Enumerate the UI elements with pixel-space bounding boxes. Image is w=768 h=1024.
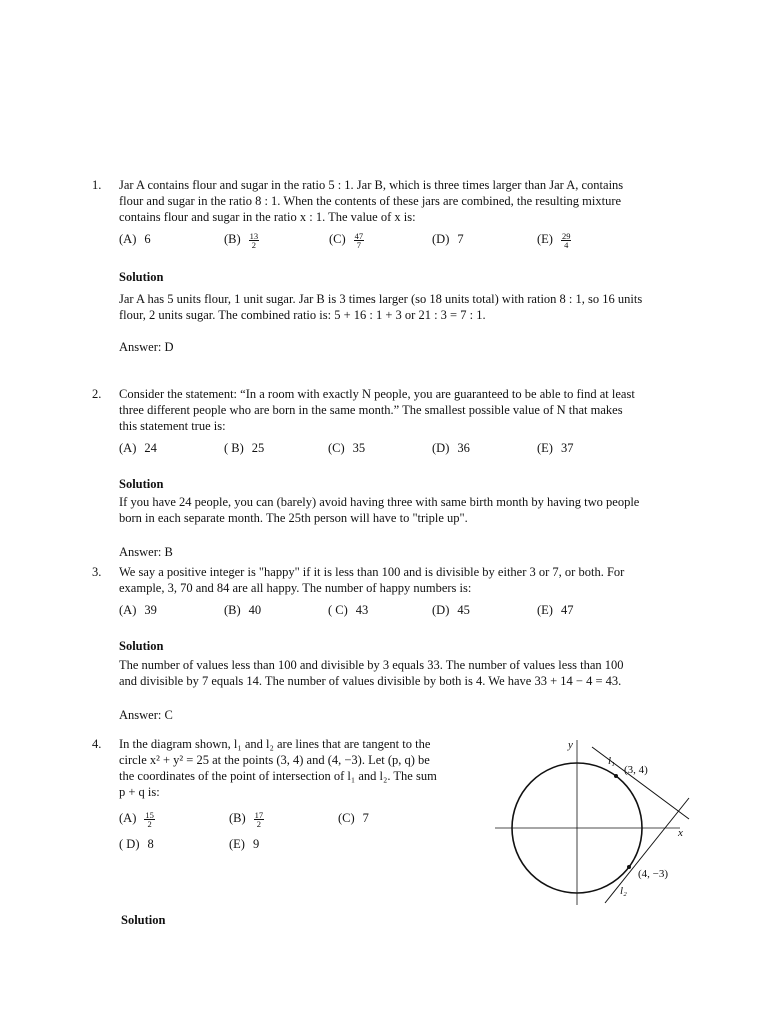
choice-e: (E) 9 — [229, 837, 260, 851]
answer-choices-row-2 — [119, 836, 499, 854]
choice-c: (C) $\frac{47}{7}$ — [329, 230, 364, 250]
solution-text: The number of values less than 100 and divisible by 3 equals 33. The number of values less than 100 and divisible by 7 equals 14. The number of values divisible by both is 4. We have 33 + 14 − 4 = 43. — [119, 658, 624, 688]
choice-d: ( D) 8 — [119, 837, 154, 851]
l2-label: l₂ — [620, 885, 627, 897]
choice-b: (B) $\frac{13}{2}$ — [224, 230, 259, 250]
solution-heading: Solution — [119, 639, 164, 653]
point-2-label: (4, −3) — [638, 868, 669, 880]
choice-b: (B) 40 — [224, 603, 262, 617]
problem-statement — [119, 177, 679, 225]
choice-e: (E) $\frac{29}{4}$ — [537, 230, 571, 250]
problem-number: 1. — [92, 178, 102, 192]
choice-b: (B) $\frac{17}{2}$ — [229, 809, 264, 829]
statement-line: flour and sugar in the ratio 8 : 1. When the contents of these jars are combined, the resulting mixture — [119, 194, 622, 208]
statement-line: Jar A contains flour and sugar in the ratio 5 : 1. Jar B, which is three times larger than Jar A, contains — [119, 178, 624, 192]
choice-a: (A) 24 — [119, 441, 157, 455]
tangent-lines-diagram — [495, 735, 705, 910]
answer: Answer: B — [119, 545, 173, 559]
choice-e: (E) 47 — [537, 603, 574, 617]
choice-d: (D) 45 — [432, 603, 470, 617]
solution-heading: Solution — [119, 477, 164, 491]
tangent-point-1 — [614, 774, 618, 778]
y-axis-label: y — [568, 739, 573, 751]
answer-choices — [119, 231, 679, 249]
choice-e: (E) 37 — [537, 441, 574, 455]
statement-line: contains flour and sugar in the ratio x : 1. The value of x is: — [119, 210, 416, 224]
problem-statement: We say a positive integer is "happy" if it is less than 100 and is divisible by either 3 or 7, or both. For example, 3, 70 and 84 are all happy. The number of happy numbers is: — [119, 565, 625, 595]
answer-choices — [119, 440, 679, 458]
problem-statement: In the diagram shown, l₁ and l₂ are lines that are tangent to the circle x² + y² = 25 at the points (3, 4) and (4, −3). Let (p, q) be the coordinates of the point of intersection of l₁ and l₂. The sum p + q is: — [119, 737, 437, 799]
choice-b: ( B) 25 — [224, 441, 265, 455]
problem-number: 2. — [92, 387, 102, 401]
choice-d: (D) 36 — [432, 441, 470, 455]
point-1-label: (3, 4) — [624, 764, 648, 776]
choice-a: (A) 39 — [119, 603, 157, 617]
choice-c: (C) 35 — [328, 441, 366, 455]
answer: Answer: C — [119, 708, 173, 722]
solution-heading: Solution — [119, 270, 164, 284]
problem-number: 4. — [92, 737, 102, 751]
choice-c: (C) 7 — [338, 811, 369, 825]
choice-c: ( C) 43 — [328, 603, 369, 617]
tangent-line-l1 — [592, 747, 689, 819]
answer-choices-row-1 — [119, 810, 499, 828]
choice-a: (A) 6 — [119, 232, 151, 246]
choice-d: (D) 7 — [432, 232, 464, 246]
answer: Answer: D — [119, 340, 174, 354]
choice-a: (A) $\frac{15}{2}$ — [119, 809, 154, 829]
answer-choices — [119, 602, 679, 620]
problem-number: 3. — [92, 565, 102, 579]
tangent-line-l2 — [605, 798, 689, 903]
l1-label: l₁ — [608, 755, 615, 767]
tangent-point-2 — [627, 865, 631, 869]
solution-heading: Solution — [121, 913, 166, 927]
solution-text: If you have 24 people, you can (barely) avoid having three with same birth month by having two people born in each separate month. The 25th person will have to "triple up". — [119, 495, 640, 525]
solution-text: Jar A has 5 units flour, 1 unit sugar. Jar B is 3 times larger (so 18 units total) with ration 8 : 1, so 16 units flour, 2 units sugar. The combined ratio is: 5 + 16 : 1 + 3 or 21 : 3 = 7 : 1. — [119, 292, 643, 322]
x-axis-label: x — [678, 827, 683, 839]
problem-statement: Consider the statement: “In a room with exactly N people, you are guaranteed to be able to find at least three different people who are born in the same month.” The smallest possible value of N that makes this statement true is: — [119, 387, 635, 433]
